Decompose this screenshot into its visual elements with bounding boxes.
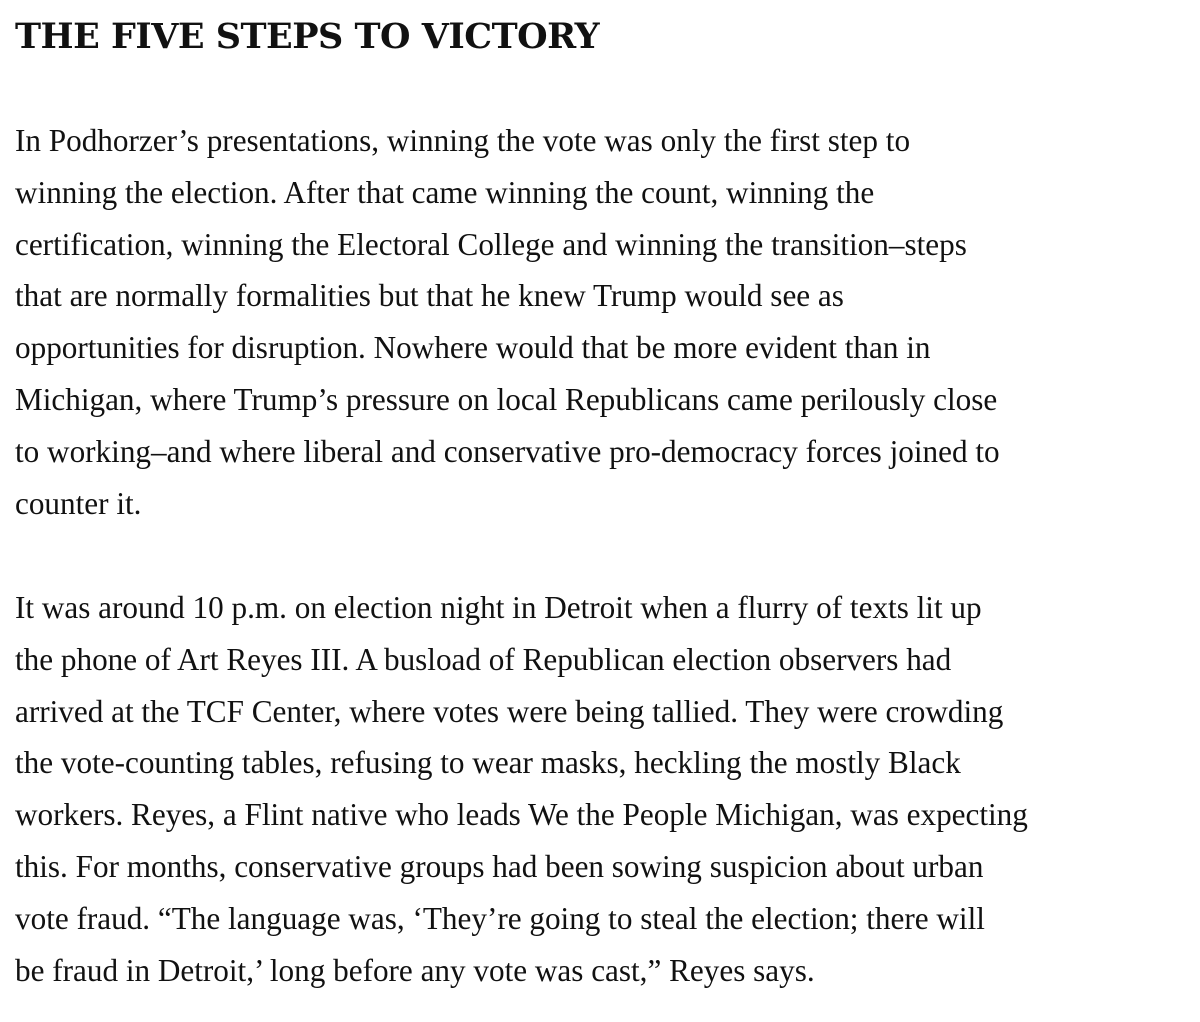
- paragraph-line: to working–and where liberal and conservative pro-democracy forces joined to: [15, 433, 1000, 469]
- paragraph: [15, 115, 1195, 529]
- paragraph-line: opportunities for disruption. Nowhere would that be more evident than in: [15, 330, 931, 366]
- paragraph-line: arrived at the TCF Center, where votes were being tallied. They were crowding: [15, 693, 1004, 729]
- paragraph-line: this. For months, conservative groups had been sowing suspicion about urban: [15, 848, 984, 884]
- paragraph: [15, 582, 1195, 996]
- paragraph-line: vote fraud. “The language was, ‘They’re going to steal the election; there will: [15, 900, 985, 936]
- paragraph-line: the vote-counting tables, refusing to wear masks, heckling the mostly Black: [15, 745, 961, 781]
- paragraph-line: It was around 10 p.m. on election night in Detroit when a flurry of texts lit up: [15, 590, 982, 625]
- paragraph-line: Michigan, where Trump’s pressure on local Republicans came perilously close: [15, 381, 998, 417]
- section-heading: THE FIVE STEPS TO VICTORY: [15, 16, 600, 57]
- paragraph-line: counter it.: [15, 485, 142, 521]
- paragraph-line: workers. Reyes, a Flint native who leads We the People Michigan, was expecting: [15, 797, 1028, 833]
- paragraph-line: be fraud in Detroit,’ long before any vote was cast,” Reyes says.: [15, 952, 815, 988]
- paragraph-line: the phone of Art Reyes III. A busload of Republican election observers had: [15, 641, 952, 677]
- paragraph-line: In Podhorzer’s presentations, winning the vote was only the first step to: [15, 123, 911, 158]
- paragraph-line: that are normally formalities but that he knew Trump would see as: [15, 278, 844, 314]
- paragraph-line: certification, winning the Electoral College and winning the transition–steps: [15, 226, 967, 262]
- paragraph-line: winning the election. After that came winning the count, winning the: [15, 174, 875, 210]
